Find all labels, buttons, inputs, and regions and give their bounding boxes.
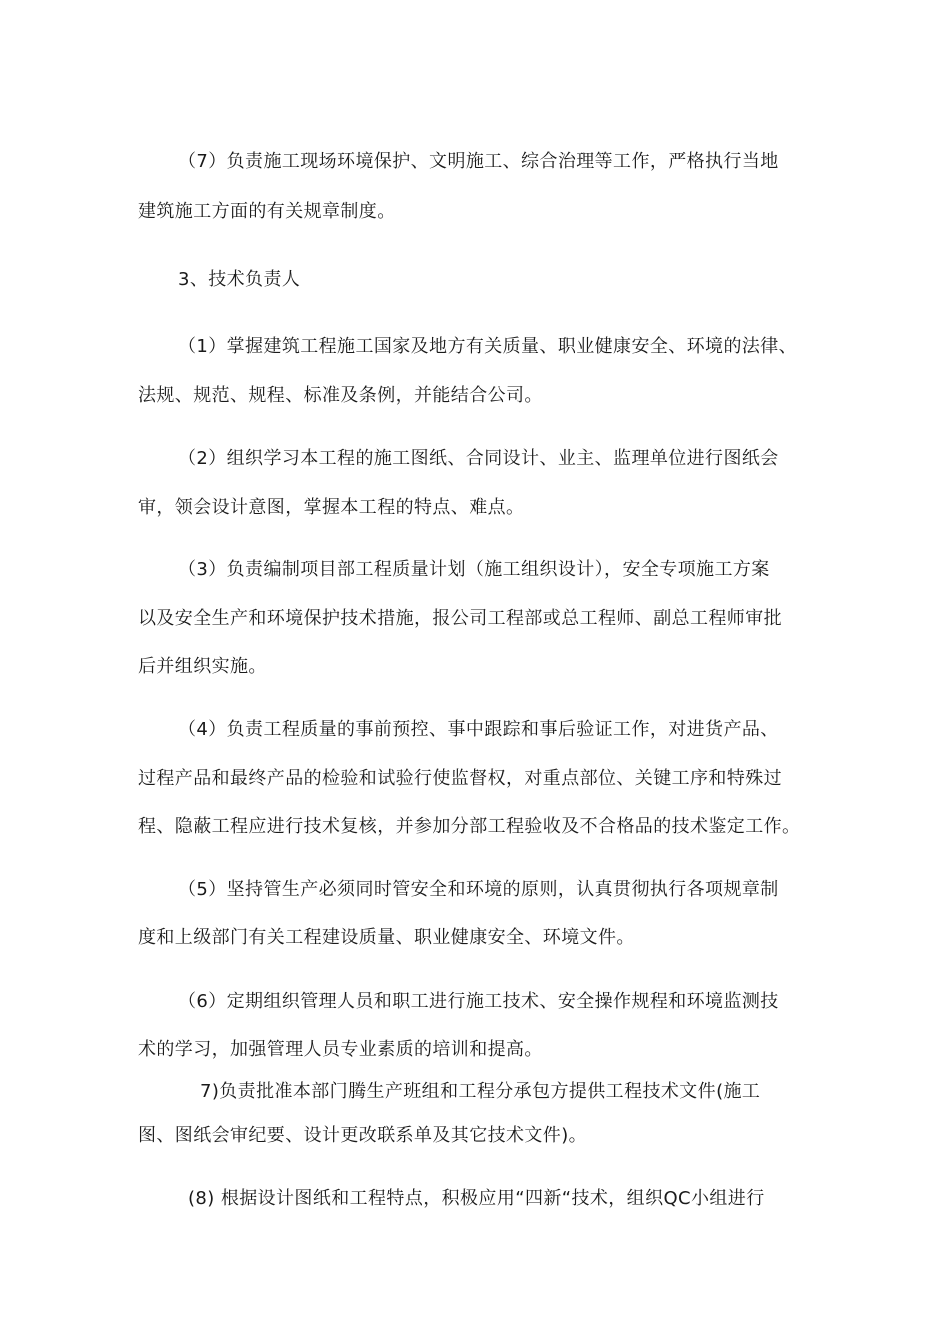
item2-line1: （2）组织学习本工程的施工图纸、合同设计、业主、监理单位进行图纸会 — [178, 448, 779, 469]
item3-line1: （3）负责编制项目部工程质量计划（施工组织设计），安全专项施工方案 — [178, 559, 770, 580]
item6-line1: （6）定期组织管理人员和职工进行施工技术、安全操作规程和环境监测技 — [178, 991, 779, 1012]
item1-line1: （1）掌握建筑工程施工国家及地方有关质量、职业健康安全、环境的法律、 — [178, 336, 798, 357]
item4-line3: 程、隐蔽工程应进行技术复核，并参加分部工程验收及不合格品的技术鉴定工作。 — [138, 816, 801, 837]
item4-line1: （4）负责工程质量的事前预控、事中跟踪和事后验证工作，对进货产品、 — [178, 719, 779, 740]
item5-line1: （5）坚持管生产必须同时管安全和环境的原则，认真贯彻执行各项规章制 — [178, 879, 779, 900]
para7-line1: （7）负责施工现场环境保护、文明施工、综合治理等工作，严格执行当地 — [178, 151, 779, 172]
item2-line2: 审，领会设计意图，掌握本工程的特点、难点。 — [138, 497, 525, 518]
item7-line2: 图、图纸会审纪要、设计更改联系单及其它技术文件)。 — [138, 1125, 588, 1146]
item3-line3: 后并组织实施。 — [138, 656, 267, 677]
item6-line2: 术的学习，加强管理人员专业素质的培训和提高。 — [138, 1039, 543, 1060]
item8-line1: (8) 根据设计图纸和工程特点，积极应用“四新“技术，组织QC小组进行 — [188, 1188, 765, 1209]
section-heading: 3、技术负责人 — [178, 269, 301, 290]
item7-line1: 7)负责批准本部门腾生产班组和工程分承包方提供工程技术文件(施工 — [200, 1081, 761, 1102]
item5-line2: 度和上级部门有关工程建设质量、职业健康安全、环境文件。 — [138, 927, 635, 948]
para7-line2: 建筑施工方面的有关规章制度。 — [138, 201, 396, 222]
item1-line2: 法规、规范、规程、标准及条例，并能结合公司。 — [138, 385, 543, 406]
item4-line2: 过程产品和最终产品的检验和试验行使监督权，对重点部位、关键工序和特殊过 — [138, 768, 782, 789]
item3-line2: 以及安全生产和环境保护技术措施，报公司工程部或总工程师、副总工程师审批 — [138, 608, 782, 629]
